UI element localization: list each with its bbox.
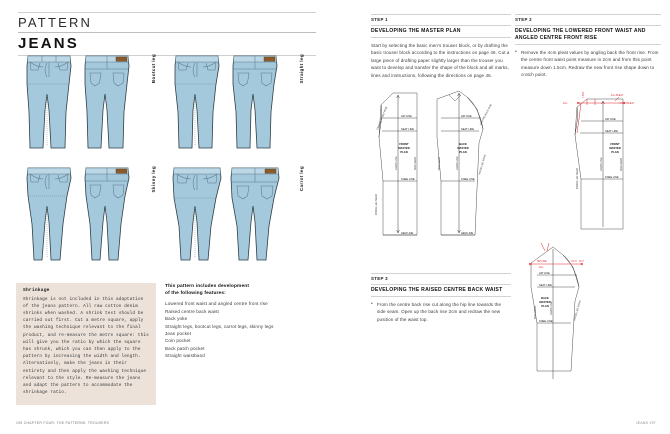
side-label-grain-front2: GRAIN LINE <box>600 157 603 171</box>
annotation-pleat-edge: PLEAT <box>627 102 635 105</box>
right-column-1 <box>371 14 511 323</box>
step3-rule-mid <box>371 284 511 285</box>
side-label-inside-leg-back: INSIDE LEG SEAM <box>478 154 487 176</box>
line-label-knee-front: KNEE LINE <box>401 178 415 182</box>
shrinkage-callout <box>16 283 156 405</box>
annotation-15cm: 1.5cm <box>583 91 585 98</box>
right-column-2 <box>515 14 661 381</box>
right-page-footer: JEANS 197 <box>635 421 656 425</box>
step2-rule-bottom <box>515 44 661 45</box>
jeans-illustration-grid <box>14 46 320 271</box>
list-item: Raised centre back waist <box>165 308 219 314</box>
step3-title: DEVELOPING THE RAISED CENTRE BACK WAIST <box>371 286 503 293</box>
front-back-master-plan-svg <box>371 85 511 265</box>
shrinkage-title: Shrinkage <box>23 288 50 293</box>
back-step3-svg <box>515 241 661 381</box>
side-label-inside-leg-front: INSIDE LEG SEAM <box>375 194 378 216</box>
list-item: Coin pocket <box>165 338 191 344</box>
step1-rule-mid <box>371 25 511 26</box>
list-item: Back patch pocket <box>165 345 205 351</box>
jeans-front-skinny <box>18 162 80 266</box>
side-label-cf-rise: CENTRE FRONT RISE <box>376 106 389 131</box>
jeans-pair-carrot <box>162 158 302 268</box>
features-title-line1: This pattern includes development <box>165 284 250 289</box>
side-label-side-seam-back: SIDE SEAM <box>438 157 441 171</box>
back-master-plan-title-l1: BACK <box>459 143 467 147</box>
step2-label: STEP 2 <box>515 17 532 22</box>
side-label-side-seam-back2: SIDE SEAM <box>534 305 537 319</box>
line-label-seat-front: SEAT LINE <box>401 128 415 132</box>
list-item: Straight waistband <box>165 353 205 359</box>
step3-label: STEP 3 <box>371 276 388 282</box>
features-title-line2: of the following features: <box>165 291 226 297</box>
jeans-row-bottom <box>14 158 320 268</box>
jeans-pair-straight <box>162 46 302 156</box>
step3-block <box>371 273 511 323</box>
line-label-knee-back2: KNEE LINE <box>539 319 553 323</box>
side-label-grain-back: GRAIN LINE <box>456 156 459 171</box>
list-item: Straight legs, bootcut legs, carrot legs, skinny legs <box>165 323 274 329</box>
annotation-cut: CUT <box>579 260 584 263</box>
front-step2-title-l2: MASTER <box>609 146 621 150</box>
list-item: Jean pocket <box>165 331 192 337</box>
step2-title: DEVELOPING THE LOWERED FRONT WAIST AND ANGLED CENTRE FRONT RISE <box>515 27 646 41</box>
back-step3-title-l1: BACK <box>541 296 549 300</box>
jeans-front-bootcut <box>18 50 80 154</box>
leather-patch-icon <box>264 57 275 61</box>
front-master-plan-title-l3: PLAN <box>400 151 408 155</box>
list-item: Back yoke <box>165 316 188 322</box>
step2-rule-top <box>515 14 661 15</box>
jeans-row-top <box>14 46 320 156</box>
page-eyebrow: PATTERN <box>18 15 93 30</box>
jeans-label-straight: Straight leg <box>299 54 304 84</box>
line-label-knee-front2: KNEE LINE <box>605 175 619 179</box>
side-label-side-seam-front: SIDE SEAM <box>414 157 417 171</box>
line-label-hem-back: HEM LINE <box>461 232 474 236</box>
line-label-hip-back: HIP LINE <box>461 115 472 119</box>
features-list <box>165 300 315 359</box>
step3-rule-top <box>371 273 511 274</box>
leather-patch-icon <box>116 169 127 173</box>
features-section <box>165 283 315 360</box>
left-page-footer: 196 CHAPTER FOUR: THE PATTERNS: TROUSERS <box>16 421 110 425</box>
leather-patch-icon <box>116 57 127 61</box>
line-label-seat-front2: SEAT LINE <box>605 129 619 133</box>
list-item: Lowered front waist and angled centre front rise <box>165 301 268 307</box>
front-master-plan-title-l2: MASTER <box>398 147 410 151</box>
back-master-plan-title-l3: PLAN <box>459 151 467 155</box>
annotation-hip-line-cut: HIP LINE <box>537 260 547 263</box>
side-label-inside-leg-front2: INSIDE LEG SEAM <box>576 167 579 189</box>
side-label-cb-rise: CENTRE BACK RISE <box>479 103 493 126</box>
jeans-pair-skinny <box>14 158 154 268</box>
step2-front-diagram <box>515 89 661 239</box>
master-plan-diagrams <box>371 85 511 265</box>
step1-rule-top <box>371 14 511 15</box>
jeans-front-straight <box>166 50 228 154</box>
step3-back-diagram <box>515 241 661 381</box>
jeans-back-bootcut <box>76 50 138 154</box>
line-label-seat-back: SEAT LINE <box>461 128 475 132</box>
step2-body: • Remove the 4cm pleat values by angling back the front rise. From the centre front waist point measure in 2cm and from this point measure down 1.5cm. Redraw the new front rise shape down to crotch point. <box>515 49 661 79</box>
side-label-side-seam-front2: SIDE SEAM <box>620 157 623 171</box>
side-label-grain-back2: GRAIN LINE <box>550 301 553 315</box>
annotation-2cm: 2cm <box>563 102 568 105</box>
line-label-hem-front: HEM LINE <box>401 232 414 236</box>
jeans-back-skinny <box>76 162 138 266</box>
jeans-pair-bootcut <box>14 46 154 156</box>
step2-rule-mid <box>515 25 661 26</box>
front-step2-title-l3: PLAN <box>611 150 619 154</box>
leather-patch-icon <box>265 169 276 173</box>
line-label-seat-back2: SEAT LINE <box>539 283 553 287</box>
right-page <box>335 0 670 434</box>
back-master-plan-title-l2: MASTER <box>457 147 469 151</box>
line-label-hip-front: HIP LINE <box>401 115 412 119</box>
front-master-plan-title-l1: FRONT <box>399 143 409 147</box>
line-label-knee-back: KNEE LINE <box>461 178 475 182</box>
jeans-front-carrot <box>166 162 228 266</box>
page-title: JEANS <box>18 35 80 52</box>
step3-rule-bottom <box>371 296 511 297</box>
jeans-label-bootcut: Bootcut leg <box>151 54 156 84</box>
jeans-back-carrot <box>224 162 286 266</box>
step1-title: DEVELOPING THE MASTER PLAN <box>371 27 461 34</box>
back-step3-title-l3: PLAN <box>541 304 549 308</box>
line-label-hip-back2: HIP LINE <box>539 271 550 275</box>
annotation-4cm-pleat: 4cm PLEAT <box>611 94 624 97</box>
side-label-inside-leg-back2: INSIDE LEG SEAM <box>573 300 582 321</box>
step1-label: STEP 1 <box>371 17 388 22</box>
shrinkage-body: Shrinkage is not included in this adaptation of the jeans pattern. All raw cotton denim shrinks when washed. A shrink test should be carried out first. Cut a metre square, apply the washing technique relevant to the final product, and re-measure the metre square: this will give you the ratio by which the square has shrunk, which you can then apply to the pattern by increasing the width and length. Alternatively, make the jeans in their entirety and then apply the washing technique relevant to the style. Re-measure the jeans and adapt the pattern to accommodate the shrinkage ratio. <box>23 296 149 396</box>
front-step2-title-l1: FRONT <box>610 142 620 146</box>
jeans-label-carrot: Carrot leg <box>299 166 304 192</box>
step3-body: • From the centre back rise cut along the hip line towards the side seam. Open up the back rise 2cm and redraw the new position of the waist top. <box>371 301 511 323</box>
step1-body: Start by selecting the basic men's trouser block, or by drafting the basic trouser block according to the instructions on page 46. Cut a large piece of drafting paper slightly larger than the trouser you want to develop and transfer the shape of the block and all marks, lines and instructions, following the directions on page 46. <box>371 43 510 78</box>
jeans-back-straight <box>224 50 286 154</box>
annotation-2cm-back: 2cm <box>539 266 544 269</box>
step1-rule-bottom <box>371 37 511 38</box>
side-label-grain-front: GRAIN LINE <box>395 156 398 171</box>
line-label-hip-front2: HIP LINE <box>605 117 616 121</box>
back-step3-title-l2: MASTER <box>539 300 551 304</box>
front-step2-svg <box>515 89 661 239</box>
jeans-label-skinny: Skinny leg <box>151 166 156 193</box>
